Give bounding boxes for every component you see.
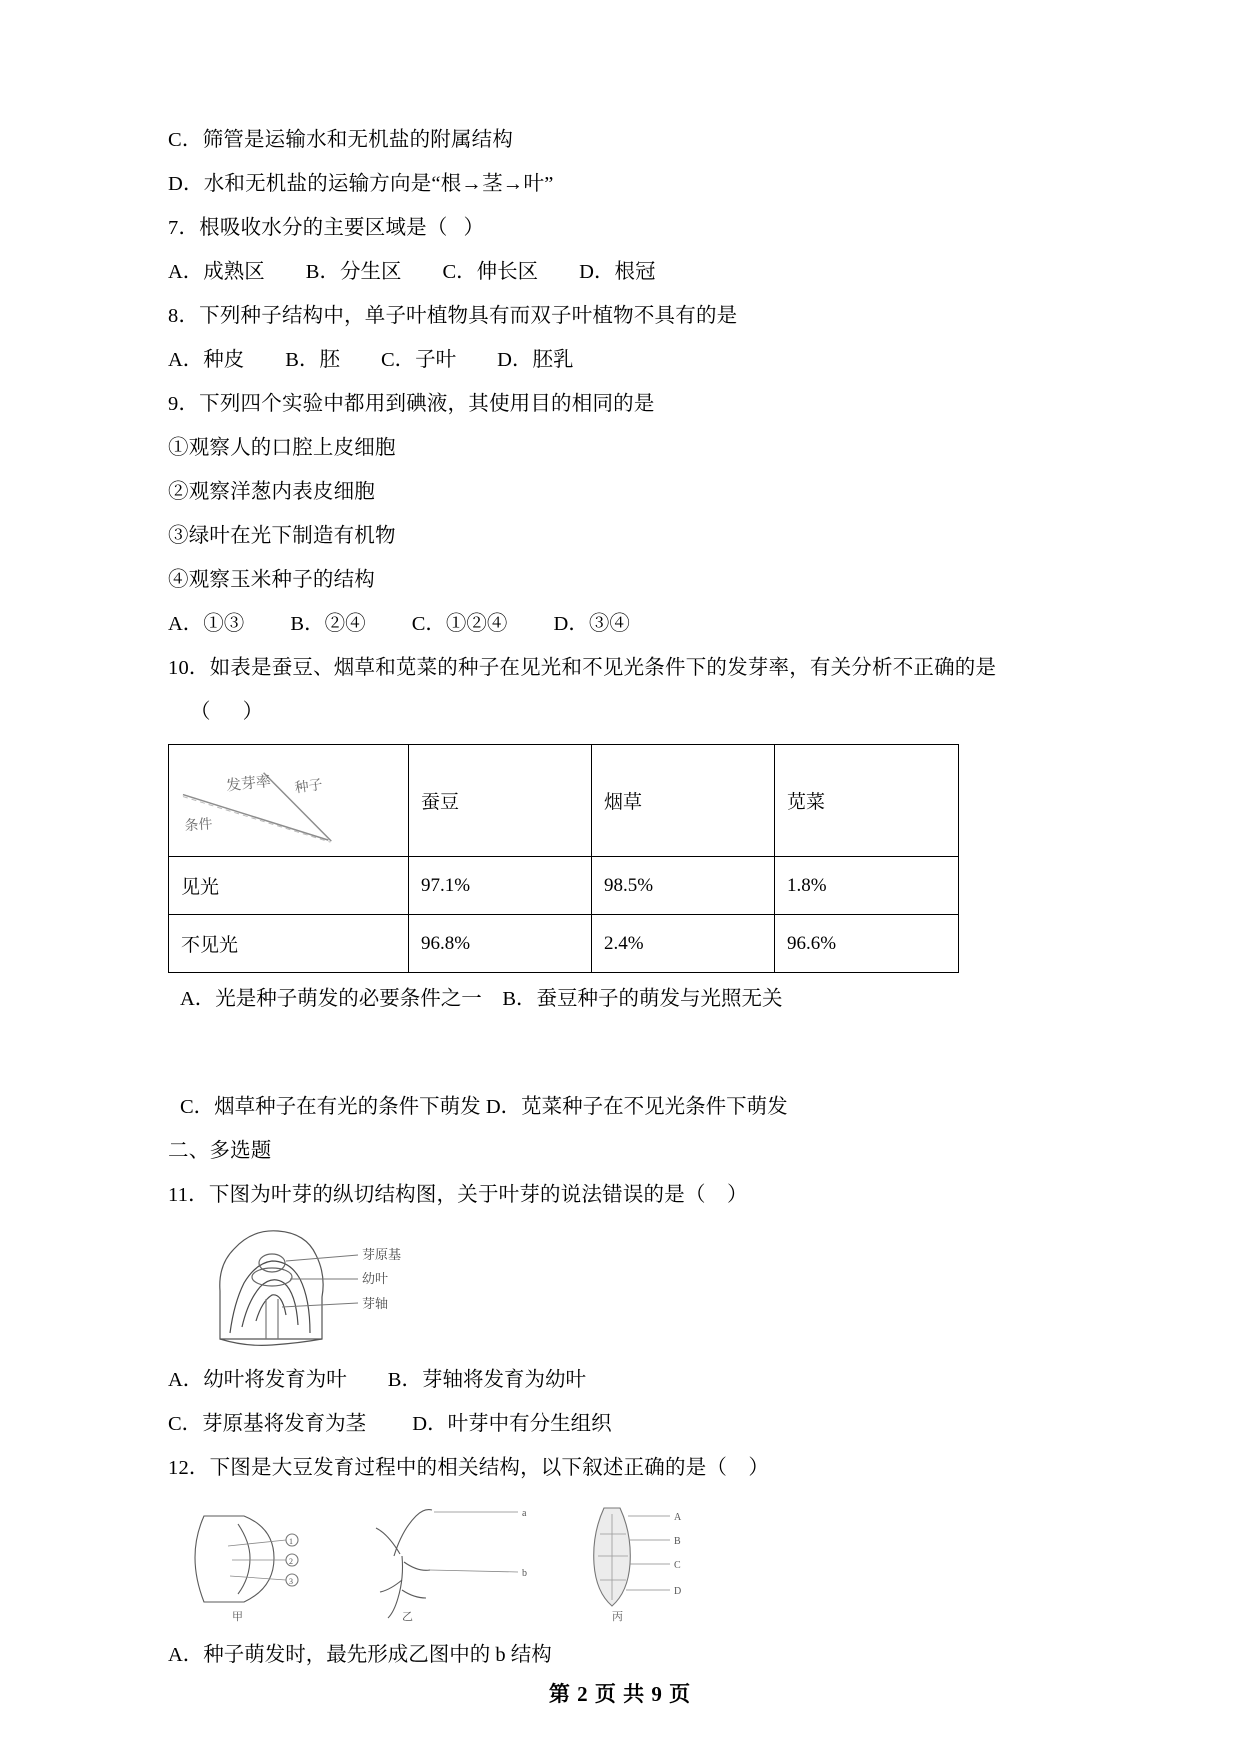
figure-label-seed-1: 1 — [289, 1537, 293, 1546]
q6-option-d: D．水和无机盐的运输方向是“根→茎→叶” — [168, 173, 554, 195]
figure-caption-jia: 甲 — [232, 1611, 243, 1623]
cell-light-tobacco: 98.5% — [592, 857, 775, 915]
figure-caption-yi: 乙 — [402, 1611, 413, 1623]
leaf-bud-longitudinal-section-figure — [190, 1221, 1074, 1354]
table-header-row — [169, 745, 959, 857]
q9-item-1: ①观察人的口腔上皮细胞 — [168, 437, 396, 459]
q10-stem: 10．如表是蚕豆、烟草和苋菜的种子在见光和不见光条件下的发芽率，有关分析不正确的是 — [168, 657, 997, 679]
q10-option-b: B．蚕豆种子的萌发与光照无关 — [502, 988, 783, 1010]
row-label-light: 见光 — [169, 857, 409, 915]
row-label-dark: 不见光 — [169, 915, 409, 973]
figure-label-bud-primordium: 芽原基 — [362, 1247, 402, 1262]
q12-option-a: A．种子萌发时，最先形成乙图中的 b 结构 — [168, 1644, 552, 1666]
corner-label-condition: 条件 — [184, 817, 214, 835]
figure-caption-bing: 丙 — [612, 1611, 623, 1623]
q9-item-4: ④观察玉米种子的结构 — [168, 569, 375, 591]
figure-label-flower-D: D — [674, 1586, 682, 1597]
cell-dark-tobacco: 2.4% — [592, 915, 775, 973]
q6-option-c: C．筛管是运输水和无机盐的附属结构 — [168, 129, 514, 151]
q9-stem: 9．下列四个实验中都用到碘液，其使用目的相同的是 — [168, 393, 655, 415]
section-heading-multiple-choice: 二、多选题 — [168, 1140, 272, 1162]
figure-label-young-leaf: 幼叶 — [362, 1271, 389, 1286]
table-corner-diagonal-cell — [169, 745, 409, 857]
table-col-header-2: 烟草 — [592, 745, 775, 857]
q9-item-3: ③绿叶在光下制造有机物 — [168, 525, 396, 547]
table-row — [169, 857, 959, 915]
table-col-header-3: 苋菜 — [775, 745, 959, 857]
corner-label-germination-rate: 发芽率 — [225, 774, 272, 795]
q11-stem: 11．下图为叶芽的纵切结构图，关于叶芽的说法错误的是（ ） — [168, 1184, 748, 1206]
q10-option-c: C．烟草种子在有光的条件下萌发 — [180, 1096, 481, 1118]
q9-item-2: ②观察洋葱内表皮细胞 — [168, 481, 375, 503]
q9-options: A．①③ B．②④ C．①②④ D．③④ — [168, 613, 630, 635]
figure-label-seed-2: 2 — [289, 1557, 293, 1566]
q11-options-line-1: A．幼叶将发育为叶 B．芽轴将发育为幼叶 — [168, 1369, 586, 1391]
table-col-header-1: 蚕豆 — [409, 745, 592, 857]
q10-option-a: A．光是种子萌发的必要条件之一 — [180, 988, 482, 1010]
q8-stem: 8．下列种子结构中，单子叶植物具有而双子叶植物不具有的是 — [168, 305, 738, 327]
q7-stem: 7．根吸收水分的主要区域是（ ） — [168, 217, 485, 239]
page-content — [168, 118, 1074, 1677]
cell-dark-amaranth: 96.6% — [775, 915, 959, 973]
corner-label-seed: 种子 — [293, 777, 324, 797]
q12-stem: 12．下图是大豆发育过程中的相关结构，以下叙述正确的是（ ） — [168, 1457, 770, 1479]
q10-options-cd — [168, 1085, 1074, 1129]
q10-option-d: D．苋菜种子在不见光条件下萌发 — [485, 1096, 788, 1118]
q10-stem-continuation: （ ） — [190, 701, 264, 723]
q7-options: A．成熟区 B．分生区 C．伸长区 D．根冠 — [168, 261, 656, 283]
table-row — [169, 915, 959, 973]
figure-label-bud-axis: 芽轴 — [362, 1296, 389, 1311]
figure-label-seed-3: 3 — [289, 1577, 293, 1586]
q11-options-line-2: C．芽原基将发育为茎 D．叶芽中有分生组织 — [168, 1413, 612, 1435]
page-footer: 第 2 页 共 9 页 — [548, 1682, 692, 1706]
cell-light-amaranth: 1.8% — [775, 857, 959, 915]
q8-options: A．种皮 B．胚 C．子叶 D．胚乳 — [168, 349, 574, 371]
figure-label-seedling-a: a — [522, 1508, 527, 1519]
cell-dark-broadbean: 96.8% — [409, 915, 592, 973]
figure-label-flower-A: A — [674, 1512, 682, 1523]
cell-light-broadbean: 97.1% — [409, 857, 592, 915]
q10-options-ab — [168, 977, 1074, 1021]
germination-rate-table — [168, 744, 959, 973]
figure-label-flower-B: B — [674, 1536, 681, 1547]
figure-label-flower-C: C — [674, 1560, 681, 1571]
soybean-development-figure — [188, 1494, 1074, 1629]
figure-label-seedling-b: b — [522, 1568, 527, 1579]
